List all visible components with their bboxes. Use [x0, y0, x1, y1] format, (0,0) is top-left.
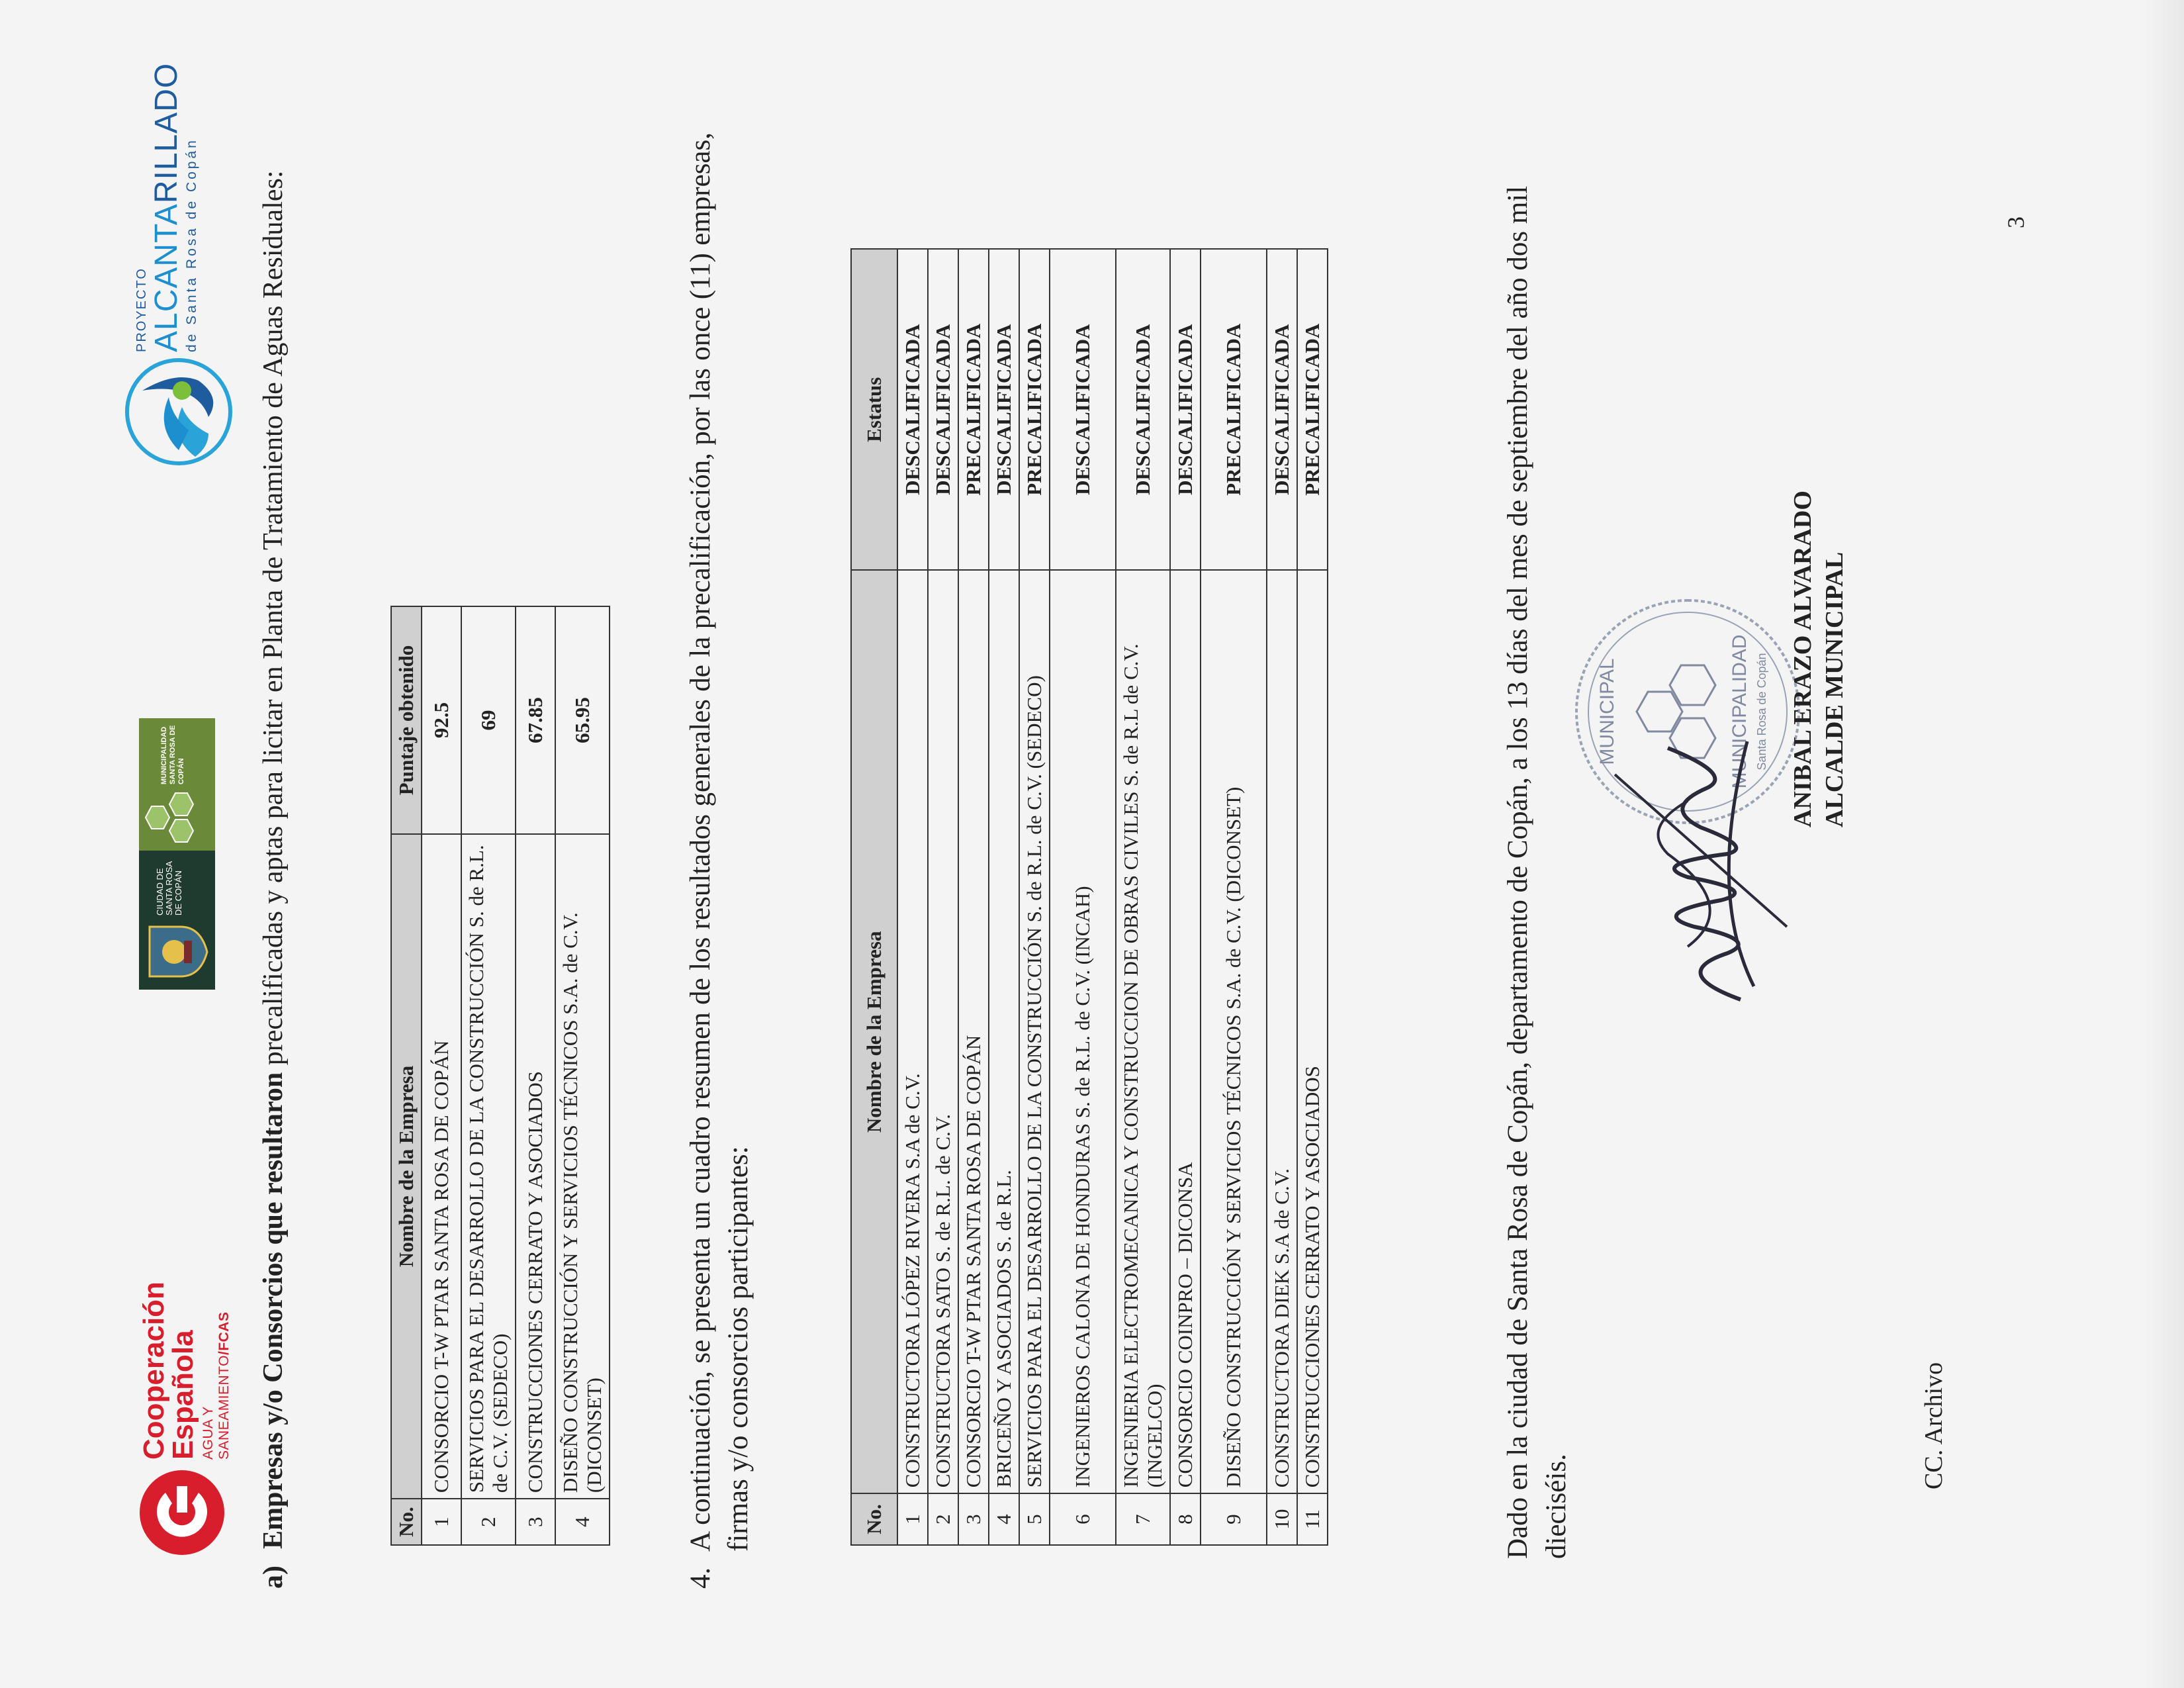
row-no: 4 [989, 1493, 1019, 1545]
table-row [422, 606, 461, 1545]
row-status: DESCALIFICADA [928, 249, 958, 570]
muni-green-panel [139, 718, 215, 851]
muni-city-text: CIUDAD DE SANTA ROSA DE COPÁN [155, 861, 183, 915]
row-company-name: INGENIEROS CALONA DE HONDURAS S. de R.L. de C.V. (INCAH) [1050, 570, 1116, 1493]
row-status: PRECALIFICADA [1019, 249, 1050, 570]
row-company-name: CONSTRUCTORA LÓPEZ RIVERA S.A de C.V. [897, 570, 928, 1493]
cc-archive: CC. Archivo [1920, 1362, 1948, 1489]
row-no: 1 [897, 1493, 928, 1545]
header-company-name: Nombre de la Empresa [851, 570, 897, 1493]
row-no: 9 [1201, 1493, 1267, 1545]
table-row [897, 249, 928, 1545]
coop-line3-suffix: /FCAS [216, 1311, 232, 1356]
date-paragraph: Dado en la ciudad de Santa Rosa de Copán, departamento de Copán, a los 13 días del mes de septiembre del año dos mil dieciséis. [1502, 185, 1572, 1559]
seal-sub-text: Santa Rosa de Copán [1755, 653, 1768, 771]
row-company-name: CONSORCIO COINPRO – DICONSA [1170, 570, 1201, 1493]
section-a-paragraph [255, 146, 292, 1589]
table-row [958, 249, 989, 1545]
row-status: DESCALIFICADA [897, 249, 928, 570]
row-company-name: CONSTRUCTORA DIEK S.A de C.V. [1267, 570, 1297, 1493]
table-row [1170, 249, 1201, 1545]
row-company-name: CONSTRUCCIONES CERRATO Y ASOCIADOS [1297, 570, 1328, 1493]
row-score: 92.5 [422, 606, 461, 834]
water-drop-icon [116, 357, 235, 470]
row-company-name: BRICEÑO Y ASOCIADOS S. de R.L. [989, 570, 1019, 1493]
table-row [555, 606, 610, 1545]
page-number: 3 [2003, 216, 2029, 228]
proyecto-alcantarillado-logo [116, 62, 235, 470]
table-header-row [851, 249, 897, 1545]
row-status: DESCALIFICADA [1116, 249, 1170, 570]
row-no: 1 [422, 1499, 461, 1545]
table-row [928, 249, 958, 1545]
project-name-a: ALCANTA [149, 203, 184, 352]
header-no: No. [851, 1493, 897, 1545]
municipalidad-logo [139, 718, 215, 990]
row-company-name: CONSORCIO T-W PTAR SANTA ROSA DE COPÁN [422, 834, 461, 1499]
table-row [1267, 249, 1297, 1545]
project-name-b: RILLADO [149, 62, 184, 204]
table-row [1019, 249, 1050, 1545]
row-status: DESCALIFICADA [1170, 249, 1201, 570]
table-row [989, 249, 1019, 1545]
signer-block [1787, 364, 1850, 827]
section-a-text: precalificadas y aptas para licitar en Planta de Tratamiento de Aguas Residuales: [258, 170, 289, 1072]
table-row [516, 606, 555, 1545]
row-no: 2 [928, 1493, 958, 1545]
row-no: 2 [461, 1499, 516, 1545]
row-company-name: SERVICIOS PARA EL DESARROLLO DE LA CONSTRUCCIÓN S. de R.L. de C.V. (SEDECO) [461, 834, 516, 1499]
cooperacion-espanola-logo [136, 1274, 235, 1559]
row-company-name: CONSTRUCTORA SATO S. de R.L. de C.V. [928, 570, 958, 1493]
project-label: PROYECTO [134, 267, 149, 352]
row-company-name: CONSORCIO T-W PTAR SANTA ROSA DE COPÁN [958, 570, 989, 1493]
row-no: 4 [555, 1499, 610, 1545]
row-company-name: DISEÑO CONSTRUCCIÓN Y SERVICIOS TÉCNICOS S.A. de C.V. (DICONSET) [555, 834, 610, 1499]
section-4-paragraph [682, 132, 757, 1589]
row-status: PRECALIFICADA [1297, 249, 1328, 570]
row-score: 65.95 [555, 606, 610, 834]
signer-title: ALCALDE MUNICIPAL [1821, 551, 1848, 827]
section-4-text: A continuación, se presenta un cuadro resumen de los resultados generales de la precalificación, por las once (11) empresas, firmas y/o consorcios participantes: [685, 132, 754, 1552]
muni-name-text: MUNICIPALIDAD SANTA ROSA DE COPÁN [160, 725, 185, 784]
row-score: 69 [461, 606, 516, 834]
table-row [461, 606, 516, 1545]
prequalified-table [390, 606, 610, 1546]
row-status: PRECALIFICADA [958, 249, 989, 570]
row-status: DESCALIFICADA [1050, 249, 1116, 570]
section-a-bold-text: Empresas y/o Consorcios que resultaron [258, 1072, 289, 1549]
row-no: 7 [1116, 1493, 1170, 1545]
row-no: 3 [516, 1499, 555, 1545]
row-no: 6 [1050, 1493, 1116, 1545]
hexagon-icon [144, 804, 171, 831]
signer-name: ANIBAL ERAZO ALVARADO [1789, 491, 1817, 827]
row-status: DESCALIFICADA [989, 249, 1019, 570]
section-4-number: 4. [685, 1567, 716, 1589]
table-row [1050, 249, 1116, 1545]
row-no: 10 [1267, 1493, 1297, 1545]
row-no: 3 [958, 1493, 989, 1545]
row-score: 67.85 [516, 606, 555, 834]
hexagon-icon [168, 818, 195, 844]
table-row [1116, 249, 1170, 1545]
row-company-name: INGENIERIA ELECTROMECANICA Y CONSTRUCCION DE OBRAS CIVILES S. de R.L de C.V. (INGELCO) [1116, 570, 1170, 1493]
table-header-row [391, 606, 422, 1545]
prequalification-results-table [850, 248, 1328, 1546]
hexagon-icon [168, 791, 195, 818]
cooperacion-mark-icon [136, 1466, 228, 1559]
section-a-label: a) [258, 1566, 289, 1589]
row-no: 8 [1170, 1493, 1201, 1545]
row-status: DESCALIFICADA [1267, 249, 1297, 570]
seal-text: MUNICIPALIDAD [1729, 634, 1751, 789]
coop-line2: Española [167, 1330, 199, 1460]
header-company-name: Nombre de la Empresa [391, 834, 422, 1499]
header-no: No. [391, 1499, 422, 1545]
table-row [1297, 249, 1328, 1545]
row-company-name: CONSTRUCCIONES CERRATO Y ASOCIADOS [516, 834, 555, 1499]
row-no: 5 [1019, 1493, 1050, 1545]
row-company-name: DISEÑO CONSTRUCCIÓN Y SERVICIOS TÉCNICOS S.A. de C.V. (DICONSET) [1201, 570, 1267, 1493]
coop-line1: Cooperación [138, 1282, 170, 1460]
header-status: Estatus [851, 249, 897, 570]
project-subtitle: de Santa Rosa de Copán [184, 138, 199, 352]
row-status: PRECALIFICADA [1201, 249, 1267, 570]
header-score: Puntaje obtenido [391, 606, 422, 834]
row-no: 11 [1297, 1493, 1328, 1545]
city-shield-icon [144, 920, 209, 983]
table-row [1201, 249, 1267, 1545]
row-company-name: SERVICIOS PARA EL DESARROLLO DE LA CONSTRUCCIÓN S. de R.L. de C.V. (SEDECO) [1019, 570, 1050, 1493]
seal-top-text: MUNICIPAL [1596, 658, 1618, 765]
coop-line3: AGUA Y SANEAMIENTO [201, 1355, 232, 1460]
handwritten-signature [1588, 722, 1800, 1026]
